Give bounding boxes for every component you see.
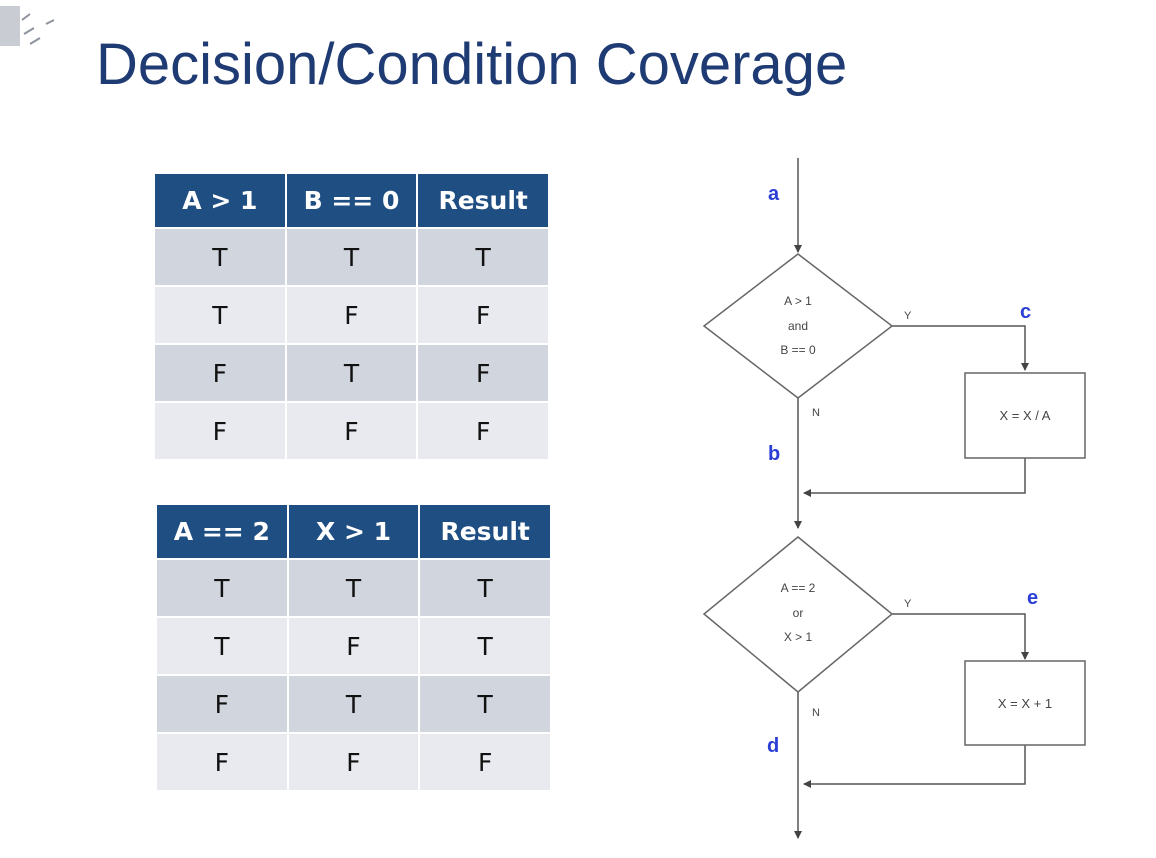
action-2-label: X = X + 1: [997, 696, 1053, 711]
flow-edge-yes1: [890, 326, 1025, 370]
table-cell: T: [419, 675, 551, 733]
corner-logo-icon: [0, 0, 60, 56]
truth-table-decision-2: [155, 503, 552, 792]
table-cell: F: [156, 675, 288, 733]
decision-2-yes-label: Y: [904, 598, 912, 610]
path-point-b: b: [768, 443, 781, 465]
table-cell: T: [419, 617, 551, 675]
flowchart: [690, 150, 1100, 850]
table-row: [156, 559, 551, 617]
decision-1-no-label: N: [812, 407, 820, 419]
flow-edge-merge1: [804, 458, 1025, 493]
table-row: [156, 733, 551, 791]
table-cell: T: [286, 228, 418, 286]
table-header-row: [156, 504, 551, 559]
table-cell: T: [419, 559, 551, 617]
table-cell: F: [417, 344, 549, 402]
table-row: [156, 617, 551, 675]
table-cell: F: [288, 617, 420, 675]
table-row: [154, 344, 549, 402]
table-row: [154, 228, 549, 286]
flow-edge-merge2: [804, 745, 1025, 784]
decision-2-line-3: X > 1: [783, 630, 813, 644]
table-cell: F: [154, 402, 286, 460]
table-cell: T: [154, 286, 286, 344]
table-cell: F: [417, 402, 549, 460]
page-title: Decision/Condition Coverage: [96, 32, 848, 97]
column-header: X > 1: [288, 504, 420, 559]
table-row: [154, 402, 549, 460]
decision-1-line-3: B == 0: [780, 343, 816, 357]
column-header: A > 1: [154, 173, 286, 228]
path-point-a: a: [768, 183, 780, 205]
table-cell: T: [156, 617, 288, 675]
decision-1-yes-label: Y: [904, 310, 912, 322]
table-cell: T: [288, 559, 420, 617]
truth-table-decision-1: [153, 172, 550, 461]
table-cell: F: [154, 344, 286, 402]
table-cell: F: [417, 286, 549, 344]
path-point-d: d: [767, 735, 780, 757]
column-header: Result: [419, 504, 551, 559]
column-header: A == 2: [156, 504, 288, 559]
path-point-c: c: [1020, 301, 1032, 323]
table-header-row: [154, 173, 549, 228]
decision-2-line-2: or: [792, 606, 804, 620]
table-row: [154, 286, 549, 344]
decision-2-line-1: A == 2: [780, 581, 816, 595]
decision-2-no-label: N: [812, 707, 820, 719]
table-cell: T: [417, 228, 549, 286]
path-point-e: e: [1027, 587, 1039, 609]
flow-edge-yes2: [890, 614, 1025, 659]
action-1-label: X = X / A: [999, 408, 1051, 423]
decision-1-line-2: and: [787, 319, 809, 333]
column-header: Result: [417, 173, 549, 228]
table-cell: T: [288, 675, 420, 733]
table-cell: F: [286, 286, 418, 344]
column-header: B == 0: [286, 173, 418, 228]
decision-1-line-1: A > 1: [784, 294, 812, 308]
table-cell: F: [288, 733, 420, 791]
table-cell: F: [156, 733, 288, 791]
table-cell: T: [286, 344, 418, 402]
table-row: [156, 675, 551, 733]
table-cell: T: [156, 559, 288, 617]
table-cell: F: [286, 402, 418, 460]
table-cell: F: [419, 733, 551, 791]
table-cell: T: [154, 228, 286, 286]
